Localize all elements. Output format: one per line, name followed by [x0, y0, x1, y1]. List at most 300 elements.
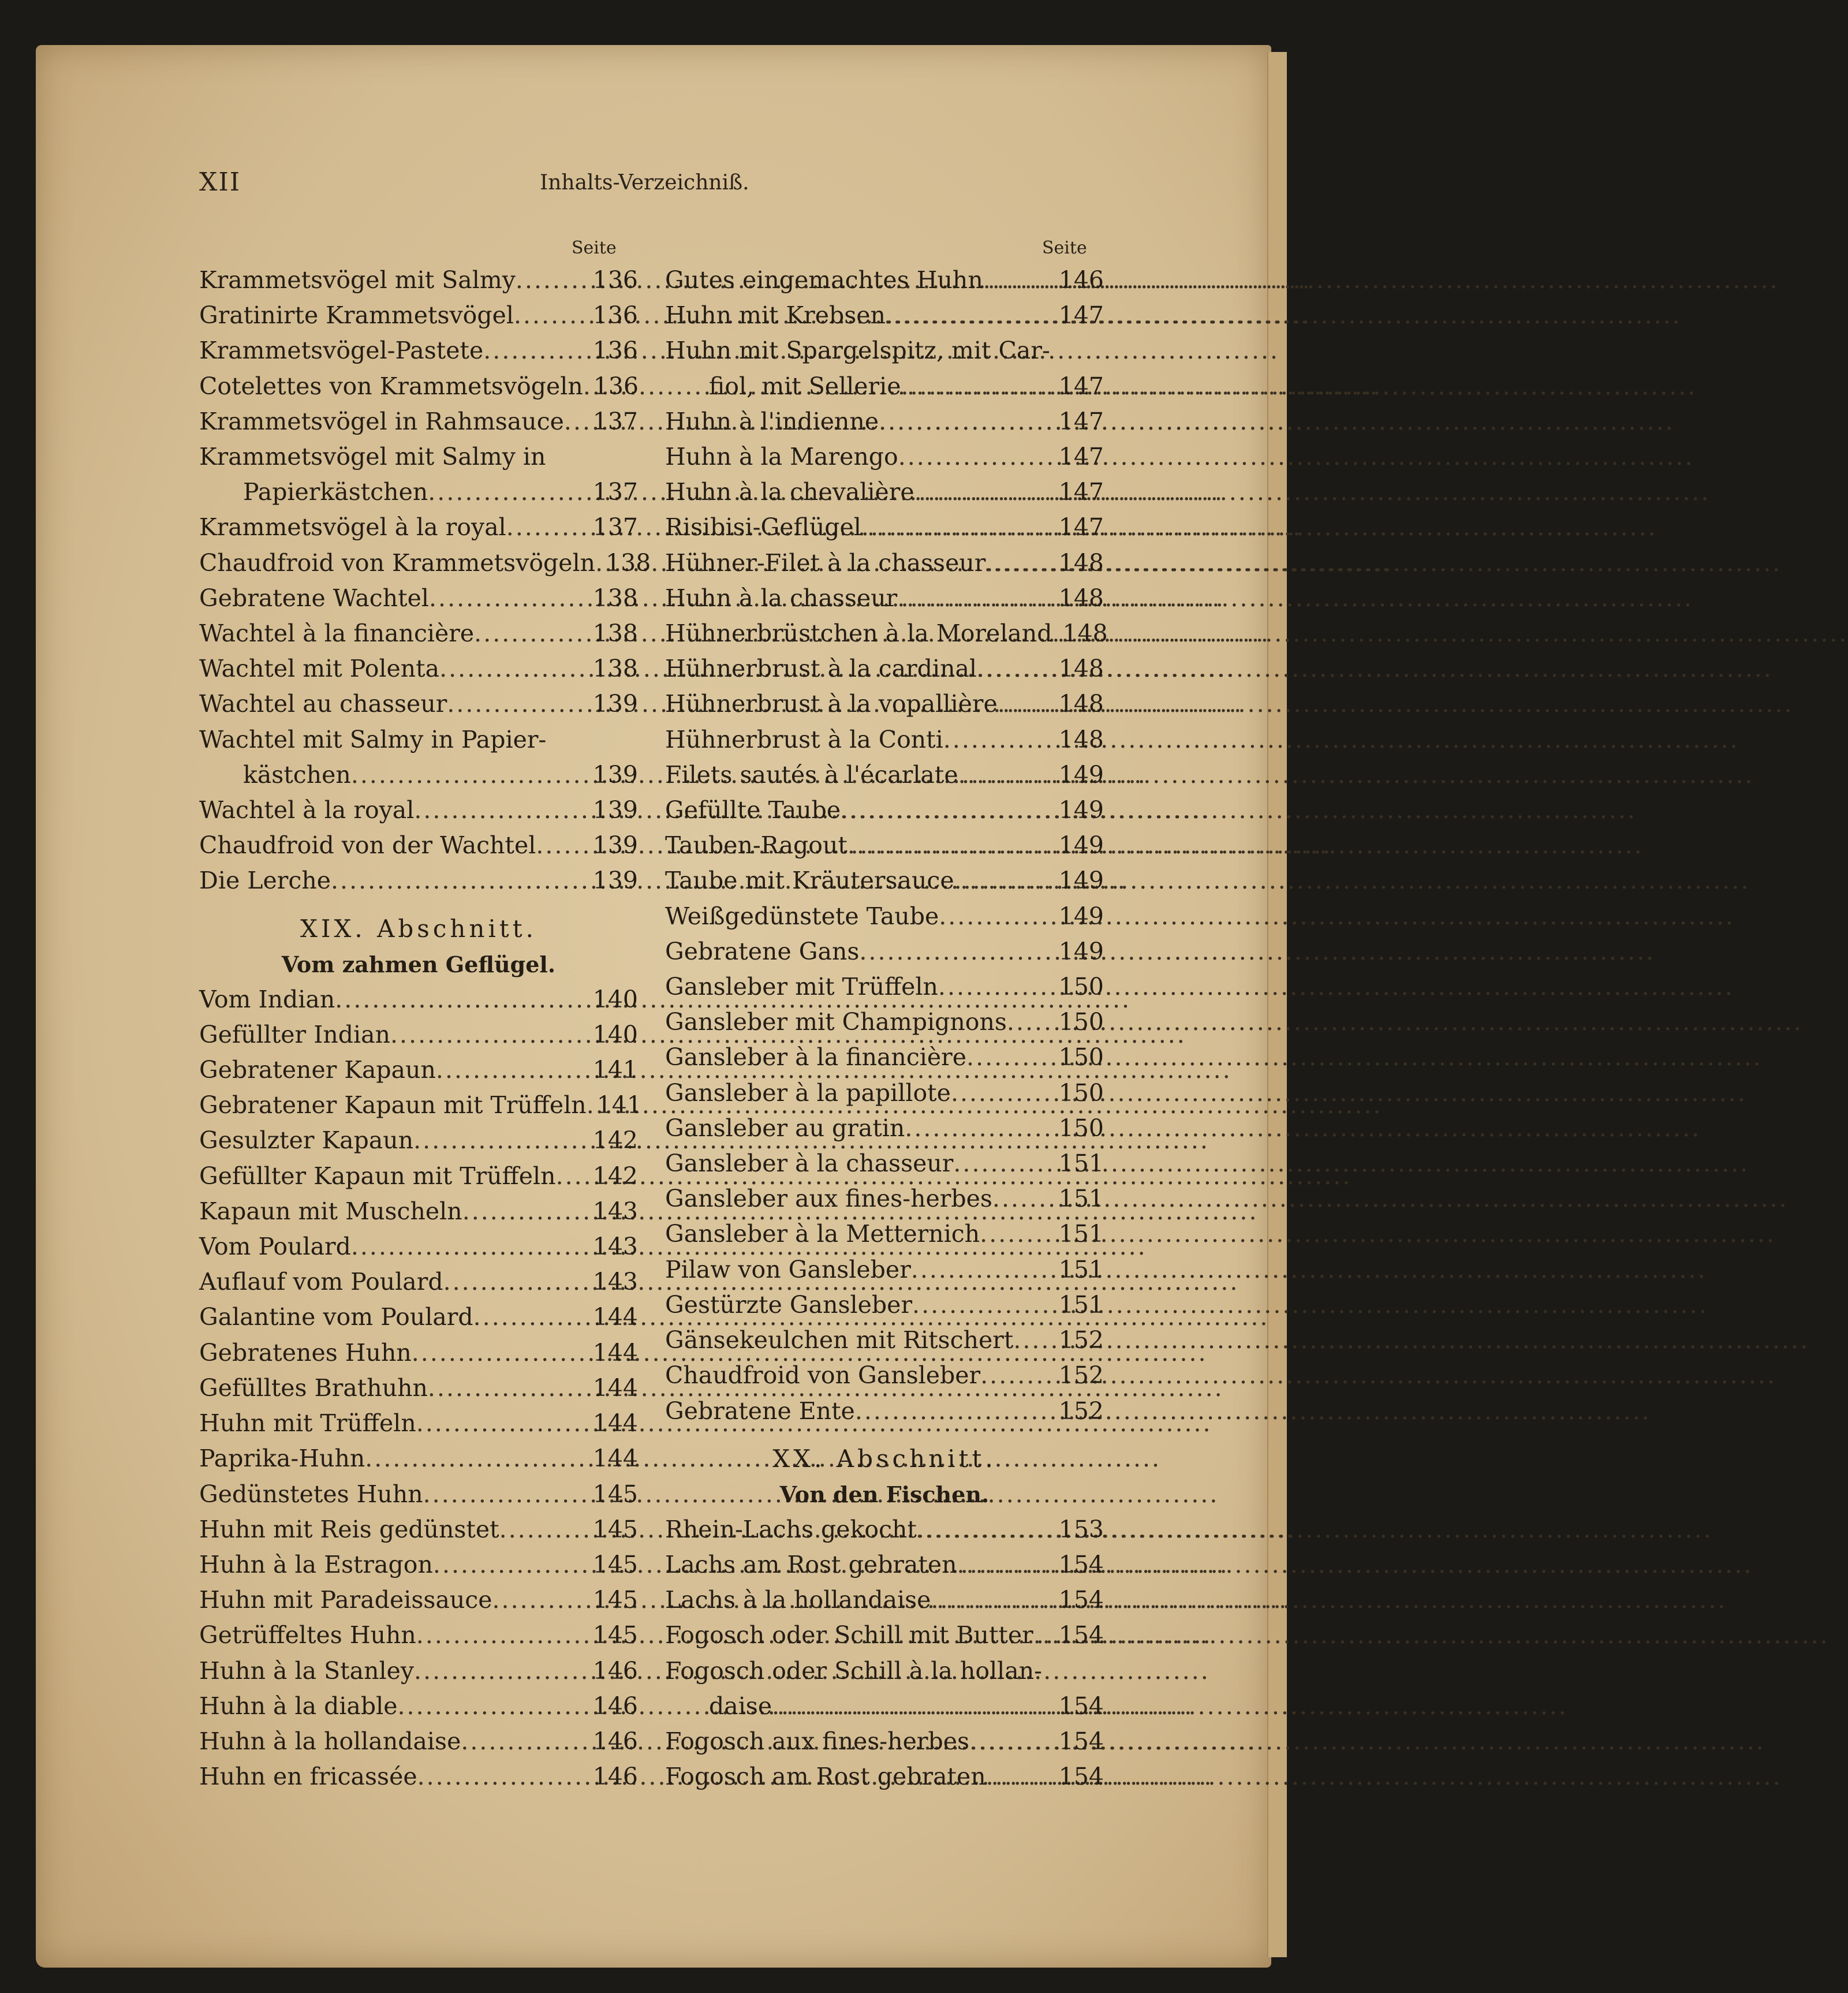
toc-entry-page: 147: [1058, 443, 1104, 471]
toc-entry-title: Hühnerbrust à la Conti: [665, 725, 943, 753]
toc-entry: [199, 616, 638, 651]
leader-dots: [772, 1689, 1056, 1724]
toc-entry-title: Gefüllte Taube: [665, 796, 841, 824]
toc-entry-title: Cotelettes von Krammetsvögeln: [199, 372, 583, 400]
toc-entry-title: Gutes eingemachtes Huhn: [665, 266, 983, 294]
toc-entry: [665, 757, 1104, 793]
toc-entry-page: 150: [1058, 1114, 1104, 1142]
toc-entry: [199, 982, 638, 1017]
toc-entry: [199, 863, 638, 898]
leader-dots: [917, 1512, 1056, 1547]
toc-entry: [199, 546, 651, 581]
toc-entry-title: Gansleber mit Champignons: [665, 1008, 1007, 1036]
toc-entry-page: 145: [592, 1621, 638, 1649]
toc-entry-title: Hühnerbrust à la cardinal: [665, 655, 977, 683]
toc-entry-title: Gratinirte Krammetsvögel: [199, 301, 514, 330]
toc-entry: [199, 1441, 638, 1476]
toc-entry: [665, 722, 1104, 757]
leader-dots: [905, 1111, 1056, 1146]
toc-entry-page: 152: [1058, 1361, 1104, 1390]
toc-entry-page: 151: [1058, 1220, 1104, 1248]
toc-entry-page: 154: [1058, 1550, 1104, 1578]
section-subheading: Von den Fischen.: [779, 1481, 990, 1507]
toc-entry: [665, 263, 1104, 298]
toc-entry-page: 144: [592, 1445, 638, 1473]
toc-entry: [199, 1618, 638, 1653]
toc-entry-title: Wachtel à la royal: [199, 796, 415, 824]
toc-entry: [665, 616, 1108, 651]
toc-entry-title: fiol, mit Sellerie: [709, 372, 901, 400]
toc-entry: [665, 369, 1104, 404]
toc-entry-title: Rhein-Lachs gekocht: [665, 1515, 917, 1543]
toc-entry-title: Huhn à la hollandaise: [199, 1727, 461, 1755]
leader-dots: [998, 686, 1056, 722]
leader-dots: [1007, 1005, 1056, 1040]
toc-entry-title: Huhn mit Reis gedünstet: [199, 1515, 499, 1543]
leader-dots: [428, 1371, 591, 1406]
leader-dots: [416, 1618, 591, 1653]
toc-entry-title: Risibisi-Geflügel: [665, 513, 861, 542]
leader-dots: [351, 1229, 591, 1264]
toc-entry: [665, 404, 1104, 439]
toc-entry: [199, 1088, 642, 1123]
toc-entry-page: 152: [1058, 1397, 1104, 1425]
toc-entry-title: Krammetsvögel à la royal: [199, 513, 506, 542]
leader-dots: [879, 404, 1056, 439]
toc-entry: [199, 1654, 638, 1689]
toc-entry: [665, 1358, 1104, 1393]
toc-entry-page: 147: [1058, 407, 1104, 435]
toc-entry-page: 148: [1062, 619, 1108, 648]
leader-dots: [966, 1040, 1056, 1075]
toc-entry-title: Huhn mit Paradeissauce: [199, 1586, 492, 1614]
toc-entry: [665, 1618, 1104, 1653]
toc-entry: [199, 369, 638, 404]
toc-entry-page: 153: [1058, 1515, 1104, 1543]
toc-entry-title: Wachtel à la financière: [199, 619, 475, 648]
toc-entry-title: Tauben-Ragout: [665, 831, 848, 860]
toc-entry-title: Gefüllter Indian: [199, 1020, 391, 1048]
toc-entry-title: Filets sautés à l'écarlate: [665, 760, 958, 789]
toc-entry-page: 144: [592, 1303, 638, 1331]
section-gap: [665, 1429, 1104, 1440]
toc-entry-title: Vom Poulard: [199, 1233, 351, 1261]
toc-entry-page: 154: [1058, 1586, 1104, 1614]
toc-entry-page: 146: [1058, 266, 1104, 294]
toc-entry-page: 149: [1058, 902, 1104, 930]
toc-entry-page: 154: [1058, 1621, 1104, 1649]
toc-entry: [199, 1512, 638, 1547]
leader-dots: [412, 1335, 591, 1371]
toc-entry-title: Huhn à la chevalière: [665, 478, 914, 506]
toc-entry-line: Krammetsvögel mit Salmy in: [199, 443, 546, 471]
toc-entry: [665, 1512, 1104, 1547]
leader-dots: [351, 757, 591, 793]
toc-entry: [199, 1583, 638, 1618]
leader-dots: [954, 863, 1056, 898]
toc-entry-page: 146: [592, 1692, 638, 1720]
leader-dots: [939, 899, 1056, 934]
toc-entry-page: 145: [592, 1480, 638, 1508]
toc-entry-page: 137: [592, 478, 638, 506]
toc-entry-title: Hühnerbrüstchen à la Moreland: [665, 619, 1052, 648]
leader-dots: [1052, 616, 1060, 651]
leader-dots: [901, 369, 1056, 404]
leader-dots: [980, 1358, 1056, 1393]
toc-entry-page: 143: [592, 1233, 638, 1261]
toc-entry-page: 136: [592, 337, 638, 365]
leader-dots: [897, 581, 1056, 616]
toc-entry-title: Huhn en fricassée: [199, 1763, 417, 1791]
leader-dots: [983, 263, 1056, 298]
toc-entry: [199, 1017, 638, 1053]
toc-entry: [665, 581, 1104, 616]
toc-entry: [665, 1181, 1104, 1216]
toc-entry-page: 138: [606, 548, 651, 577]
toc-entry: [199, 298, 638, 333]
leader-dots: [1033, 1618, 1056, 1653]
toc-entry-page: 147: [1058, 301, 1104, 330]
toc-entry-title: Getrüffeltes Huhn: [199, 1621, 416, 1649]
toc-entry-title: Gestürzte Gansleber: [665, 1290, 913, 1319]
leader-dots: [335, 982, 590, 1017]
toc-entry: [665, 475, 1104, 510]
toc-entry-page: 144: [592, 1409, 638, 1438]
toc-entry-title: Fogosch am Rost gebraten: [665, 1763, 986, 1791]
toc-entry-page: 148: [1058, 725, 1104, 753]
toc-entry: [199, 1371, 638, 1406]
toc-entry-title: Gansleber à la Metternich: [665, 1220, 980, 1248]
toc-entry-page: 136: [593, 372, 639, 400]
leader-dots: [416, 1406, 591, 1441]
toc-entry: [199, 475, 638, 510]
toc-entry: [199, 1406, 638, 1441]
toc-entry: [665, 546, 1104, 581]
toc-entry-title: Galantine vom Poulard: [199, 1303, 473, 1331]
leader-dots: [977, 651, 1056, 686]
toc-entry: [199, 333, 638, 368]
section-heading: XIX. Abschnitt.: [300, 914, 537, 943]
leader-dots: [474, 616, 591, 651]
toc-entry-title: Krammetsvögel mit Salmy: [199, 266, 516, 294]
toc-entry-title: Gebratener Kapaun: [199, 1056, 436, 1084]
running-title: Inhalts-Verzeichniß.: [540, 171, 749, 195]
leader-dots: [912, 1287, 1056, 1323]
toc-entry-page: 148: [1058, 655, 1104, 683]
toc-entry-page: 149: [1058, 760, 1104, 789]
toc-entry: [199, 828, 638, 863]
toc-entry-title: Chaudfroid von Krammetsvögeln: [199, 548, 596, 577]
toc-entry-page: 145: [592, 1515, 638, 1543]
section-heading: XX. Abschnitt.: [772, 1444, 996, 1473]
seite-label-left: Seite: [572, 238, 617, 258]
leader-dots: [583, 369, 591, 404]
leader-dots: [953, 1146, 1056, 1181]
toc-entry-title: Pilaw von Gansleber: [665, 1255, 911, 1283]
toc-entry-title: Gänsekeulchen mit Ritschert: [665, 1326, 1014, 1354]
leader-dots: [331, 863, 591, 898]
toc-entry-page: 141: [596, 1091, 642, 1119]
toc-entry-page: 138: [592, 655, 638, 683]
toc-entry-page: 144: [592, 1338, 638, 1367]
leader-dots: [841, 793, 1056, 828]
leader-dots: [898, 439, 1056, 475]
toc-entry: [665, 1252, 1104, 1287]
toc-entry-title: Chaudfroid von der Wachtel: [199, 831, 536, 860]
leader-dots: [414, 1654, 591, 1689]
leader-dots: [556, 1159, 591, 1194]
leader-dots: [417, 1759, 591, 1794]
toc-entry-page: 151: [1058, 1185, 1104, 1213]
toc-entry-page: 151: [1058, 1255, 1104, 1283]
toc-entry: [665, 1216, 1104, 1252]
toc-entry: [665, 1146, 1104, 1181]
leader-dots: [506, 510, 591, 545]
leader-dots: [848, 828, 1056, 863]
toc-entry-page: 145: [592, 1550, 638, 1578]
toc-entry-page: 141: [592, 1056, 638, 1084]
toc-entry-page: 144: [592, 1374, 638, 1402]
toc-entry-page: 150: [1058, 973, 1104, 1001]
toc-entry-title: Huhn à la Estragon: [199, 1550, 433, 1578]
toc-entry-title: Vom Indian: [199, 985, 335, 1013]
toc-entry: [665, 793, 1104, 828]
toc-entry-title: Gansleber à la financière: [665, 1043, 967, 1072]
toc-entry-title: Lachs am Rost gebraten: [665, 1550, 957, 1578]
toc-entry: [665, 298, 1104, 333]
toc-entry-title: kästchen: [243, 760, 351, 789]
toc-entry-title: Gansleber aux fines-herbes: [665, 1185, 992, 1213]
toc-entry: [199, 686, 638, 722]
toc-entry-line: Huhn mit Spargelspitz, mit Car-: [665, 337, 1050, 365]
toc-left-column: [199, 263, 651, 1794]
leader-dots: [587, 1088, 595, 1123]
toc-entry-title: Gefülltes Brathuhn: [199, 1374, 428, 1402]
leader-dots: [436, 1053, 591, 1088]
toc-entry-page: 151: [1058, 1290, 1104, 1319]
toc-entry-title: daise: [709, 1692, 772, 1720]
seite-label-right: Seite: [1042, 238, 1087, 258]
toc-entry-page: 147: [1058, 513, 1104, 542]
leader-dots: [429, 581, 591, 616]
toc-entry: [665, 686, 1104, 722]
toc-entry: [665, 1111, 1104, 1146]
leader-dots: [433, 1547, 591, 1583]
leader-dots: [911, 1252, 1056, 1287]
toc-entry-title: Chaudfroid von Gansleber: [665, 1361, 981, 1390]
leader-dots: [980, 1216, 1056, 1252]
toc-entry-page: 138: [592, 619, 638, 648]
toc-entry: [199, 1547, 638, 1583]
toc-right-column: [665, 263, 1108, 1794]
toc-entry-title: Hühner-Filet à la chasseur: [665, 548, 986, 577]
toc-entry-title: Fogosch aux fines-herbes: [665, 1727, 969, 1755]
leader-dots: [461, 1724, 590, 1759]
leader-dots: [595, 546, 603, 581]
toc-entry-page: 139: [592, 796, 638, 824]
toc-entry-page: 154: [1058, 1763, 1104, 1791]
leader-dots: [516, 263, 591, 298]
toc-entry-title: Gansleber mit Trüffeln: [665, 973, 938, 1001]
toc-entry-page: 140: [592, 1020, 638, 1048]
toc-entry-title: Lachs à la hollandaise: [665, 1586, 931, 1614]
toc-entry-page: 149: [1058, 796, 1104, 824]
toc-entry-line: Fogosch oder Schill à la hollan-: [665, 1656, 1042, 1685]
leader-dots: [969, 1724, 1056, 1759]
toc-entry-page: 149: [1058, 831, 1104, 860]
leader-dots: [423, 1477, 591, 1512]
toc-entry-title: Gansleber à la chasseur: [665, 1149, 954, 1178]
toc-entry-title: Wachtel mit Polenta: [199, 655, 440, 683]
leader-dots: [958, 757, 1056, 793]
toc-entry-title: Huhn à la chasseur: [665, 584, 898, 612]
leader-dots: [514, 298, 591, 333]
leader-dots: [398, 1689, 591, 1724]
toc-entry: [665, 1005, 1104, 1040]
leader-dots: [365, 1441, 590, 1476]
toc-entry-page: 139: [592, 831, 638, 860]
leader-dots: [390, 1017, 591, 1053]
toc-entry: [199, 1300, 638, 1335]
toc-entry-page: 142: [592, 1126, 638, 1155]
toc-entry-page: 137: [592, 513, 638, 542]
toc-entry: [199, 1335, 638, 1371]
toc-entry: [665, 1759, 1104, 1794]
leader-dots: [413, 1123, 591, 1158]
toc-entry-page: 148: [1058, 584, 1104, 612]
toc-entry-page: 136: [592, 266, 638, 294]
toc-entry-page: 139: [592, 867, 638, 895]
toc-entry-title: Papierkästchen: [243, 478, 428, 506]
toc-entry: [199, 1229, 638, 1264]
leader-dots: [439, 651, 591, 686]
toc-entry: [199, 1053, 638, 1088]
toc-entry-page: 150: [1058, 1043, 1104, 1072]
leader-dots: [886, 298, 1056, 333]
leader-dots: [473, 1300, 591, 1335]
toc-entry: [665, 1040, 1104, 1075]
toc-entry-page: 146: [592, 1763, 638, 1791]
toc-entry-page: 149: [1058, 867, 1104, 895]
leader-dots: [443, 1264, 591, 1300]
toc-entry-page: 137: [592, 407, 638, 435]
toc-entry-title: Huhn à la Marengo: [665, 443, 898, 471]
toc-entry: [665, 828, 1104, 863]
toc-entry-page: 140: [592, 985, 638, 1013]
section-gap: [199, 899, 638, 910]
leader-dots: [855, 1394, 1056, 1429]
leader-dots: [499, 1512, 591, 1547]
toc-entry-title: Krammetsvögel-Pastete: [199, 337, 484, 365]
leader-dots: [447, 686, 590, 722]
toc-entry-title: Huhn à l'indienne: [665, 407, 879, 435]
toc-entry-title: Paprika-Huhn: [199, 1445, 365, 1473]
page-number: XII: [199, 167, 241, 197]
leader-dots: [1013, 1323, 1056, 1358]
toc-entry-page: 147: [1058, 372, 1104, 400]
toc-entry-title: Gefüllter Kapaun mit Trüffeln: [199, 1162, 556, 1190]
toc-entry-page: 146: [592, 1656, 638, 1685]
toc-entry: [665, 439, 1104, 475]
toc-entry: [665, 1724, 1104, 1759]
leader-dots: [859, 934, 1056, 969]
toc-entry-page: 136: [592, 301, 638, 330]
toc-entry-title: Gesulzter Kapaun: [199, 1126, 414, 1155]
toc-entry-page: 145: [592, 1586, 638, 1614]
leader-dots: [957, 1547, 1056, 1583]
toc-entry: [665, 863, 1104, 898]
toc-entry-page: 142: [592, 1162, 638, 1190]
toc-entry: [199, 1264, 638, 1300]
toc-entry-title: Gebratene Wachtel: [199, 584, 429, 612]
toc-entry-page: 148: [1058, 548, 1104, 577]
toc-entry-title: Huhn à la diable: [199, 1692, 398, 1720]
toc-entry: [199, 651, 638, 686]
leader-dots: [462, 1194, 591, 1229]
toc-entry: [665, 1547, 1104, 1583]
leader-dots: [914, 475, 1056, 510]
toc-entry-page: 150: [1058, 1078, 1104, 1107]
toc-entry-title: Gebratene Ente: [665, 1397, 855, 1425]
toc-entry: [665, 1583, 1104, 1618]
toc-entry-title: Gansleber à la papillote: [665, 1078, 951, 1107]
toc-entry-page: 139: [592, 760, 638, 789]
toc-entry-page: 139: [592, 690, 638, 718]
toc-entry-title: Taube mit Kräutersauce: [665, 867, 954, 895]
toc-entry-page: 148: [1058, 690, 1104, 718]
toc-entry-page: 146: [592, 1727, 638, 1755]
toc-entry: [199, 1724, 638, 1759]
toc-entry-page: 151: [1058, 1149, 1104, 1178]
toc-entry: [199, 404, 638, 439]
leader-dots: [483, 333, 590, 368]
toc-entry: [665, 1689, 1104, 1724]
toc-entry: [199, 793, 638, 828]
toc-entry-page: 149: [1058, 937, 1104, 965]
toc-entry: [665, 1287, 1104, 1323]
toc-entry-title: Weißgedünstete Taube: [665, 902, 939, 930]
leader-dots: [992, 1181, 1056, 1216]
toc-entry: [199, 1123, 638, 1158]
toc-entry: [199, 263, 638, 298]
toc-entry-title: Kapaun mit Muscheln: [199, 1197, 462, 1225]
toc-entry: [665, 510, 1104, 545]
toc-entry-title: Fogosch oder Schill mit Butter: [665, 1621, 1033, 1649]
toc-entry-title: Auflauf vom Poulard: [199, 1268, 443, 1296]
leader-dots: [564, 404, 591, 439]
toc-entry-title: Krammetsvögel in Rahmsauce: [199, 407, 564, 435]
toc-entry: [199, 1689, 638, 1724]
leader-dots: [938, 969, 1056, 1005]
leader-dots: [536, 828, 590, 863]
leader-dots: [861, 510, 1056, 545]
leader-dots: [985, 546, 1056, 581]
leader-dots: [951, 1076, 1056, 1111]
toc-entry-page: 152: [1058, 1326, 1104, 1354]
toc-entry-title: Gansleber au gratin: [665, 1114, 905, 1142]
toc-entry-page: 154: [1058, 1692, 1104, 1720]
section-subheading: Vom zahmen Geflügel.: [281, 951, 556, 977]
toc-entry: [665, 969, 1104, 1005]
toc-entry: [665, 1394, 1104, 1429]
toc-entry-title: Gebratener Kapaun mit Trüffeln: [199, 1091, 587, 1119]
toc-entry: [199, 581, 638, 616]
toc-entry-page: 143: [592, 1268, 638, 1296]
toc-entry-title: Gebratenes Huhn: [199, 1338, 412, 1367]
toc-entry-title: Hühnerbrust à la vopallière: [665, 690, 998, 718]
leader-dots: [492, 1583, 591, 1618]
toc-entry: [199, 510, 638, 545]
